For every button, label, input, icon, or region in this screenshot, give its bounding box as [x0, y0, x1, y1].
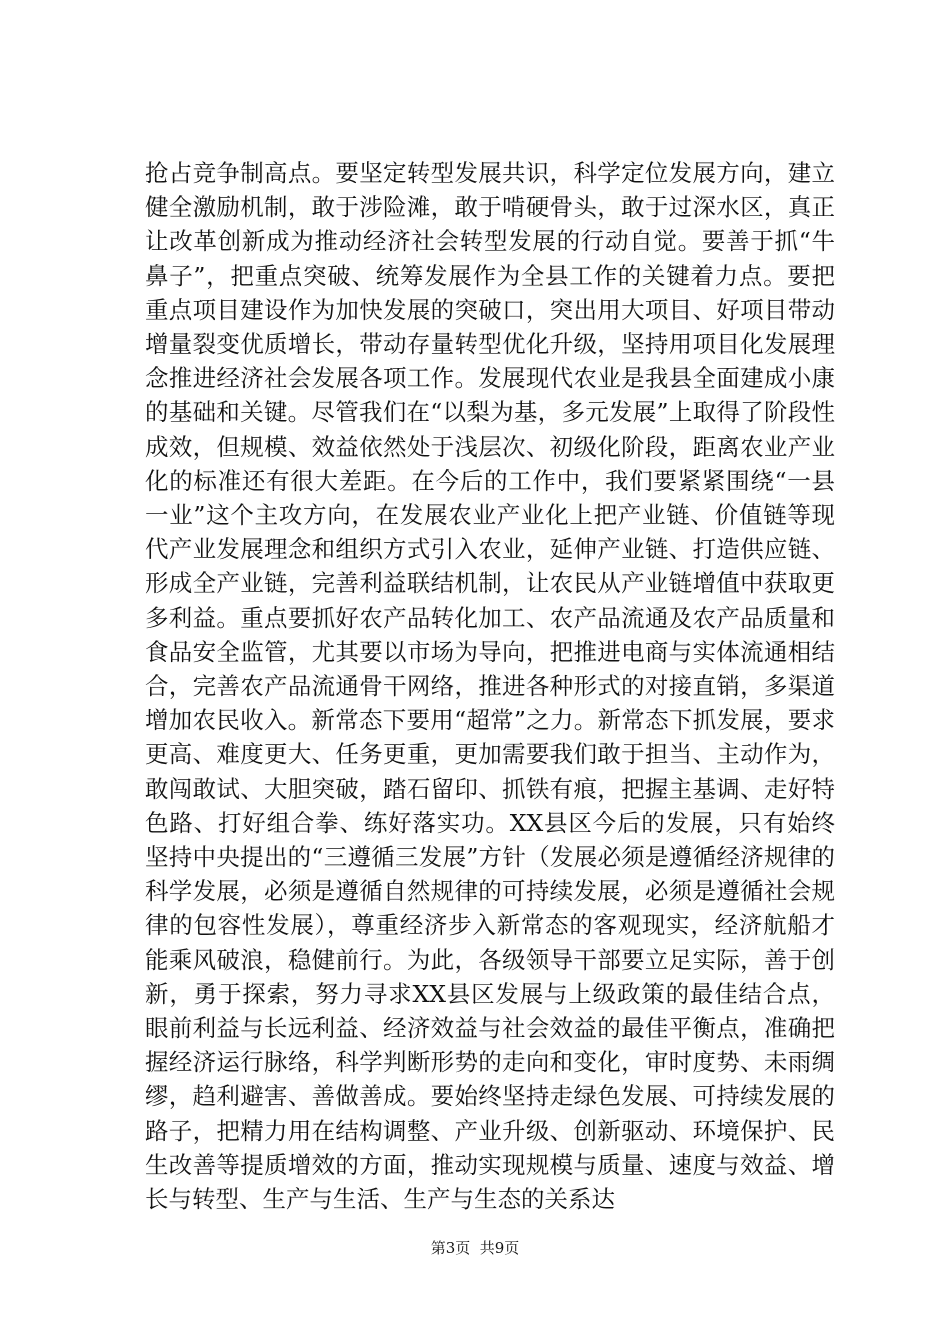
page-footer: 第3页 共9页 [430, 1239, 520, 1257]
body-paragraph: 抢占竞争制高点。要坚定转型发展共识，科学定位发展方向，建立健全激励机制，敢于涉险滩，敢于啃硬骨头，敢于过深水区，真正让改革创新成为推动经济社会转型发展的行动自觉。要善于抓“牛鼻子”，把重点突破、统筹发展作为全县工作的关键着力点。要把重点项目建设作为加快发展的突破口，突出用大项目、好项目带动增量裂变优质增长，带动存量转型优化升级，坚持用项目化发展理念推进经济社会发展各项工作。发展现代农业是我县全面建成小康的基础和关键。尽管我们在“以梨为基，多元发展”上取得了阶段性成效，但规模、效益依然处于浅层次、初级化阶段，距离农业产业化的标准还有很大差距。在今后的工作中，我们要紧紧围绕“一县一业”这个主攻方向，在发展农业产业化上把产业链、价值链等现代产业发展理念和组织方式引入农业，延伸产业链、打造供应链、形成全产业链，完善利益联结机制，让农民从产业链增值中获取更多利益。重点要抓好农产品转化加工、农产品流通及农产品质量和食品安全监管，尤其要以市场为导向，把推进电商与实体流通相结合，完善农产品流通骨干网络，推进各种形式的对接直销，多渠道增加农民收入。新常态下要用“超常”之力。新常态下抓发展，要求更高、难度更大、任务更重，更加需要我们敢于担当、主动作为，敢闯敢试、大胆突破，踏石留印、抓铁有痕，把握主基调、走好特色路、打好组合拳、练好落实功。XX县区今后的发展，只有始终坚持中央提出的“三遵循三发展”方针（发展必须是遵循经济规律的科学发展，必须是遵循自然规律的可持续发展，必须是遵循社会规律的包容性发展），尊重经济步入新常态的客观现实，经济航船才能乘风破浪，稳健前行。为此，各级领导干部要立足实际，善于创新，勇于探索，努力寻求XX县区发展与上级政策的最佳结合点，眼前利益与长远利益、经济效益与社会效益的最佳平衡点，准确把握经济运行脉络，科学判断形势的走向和变化，审时度势、未雨绸缪，趋利避害、善做善成。要始终坚持走绿色发展、可持续发展的路子，把精力用在结构调整、产业升级、创新驱动、环境保护、民生改善等提质增效的方面，推动实现规模与质量、速度与效益、增长与转型、生产与生活、生产与生态的关系达 [145, 159, 835, 1214]
